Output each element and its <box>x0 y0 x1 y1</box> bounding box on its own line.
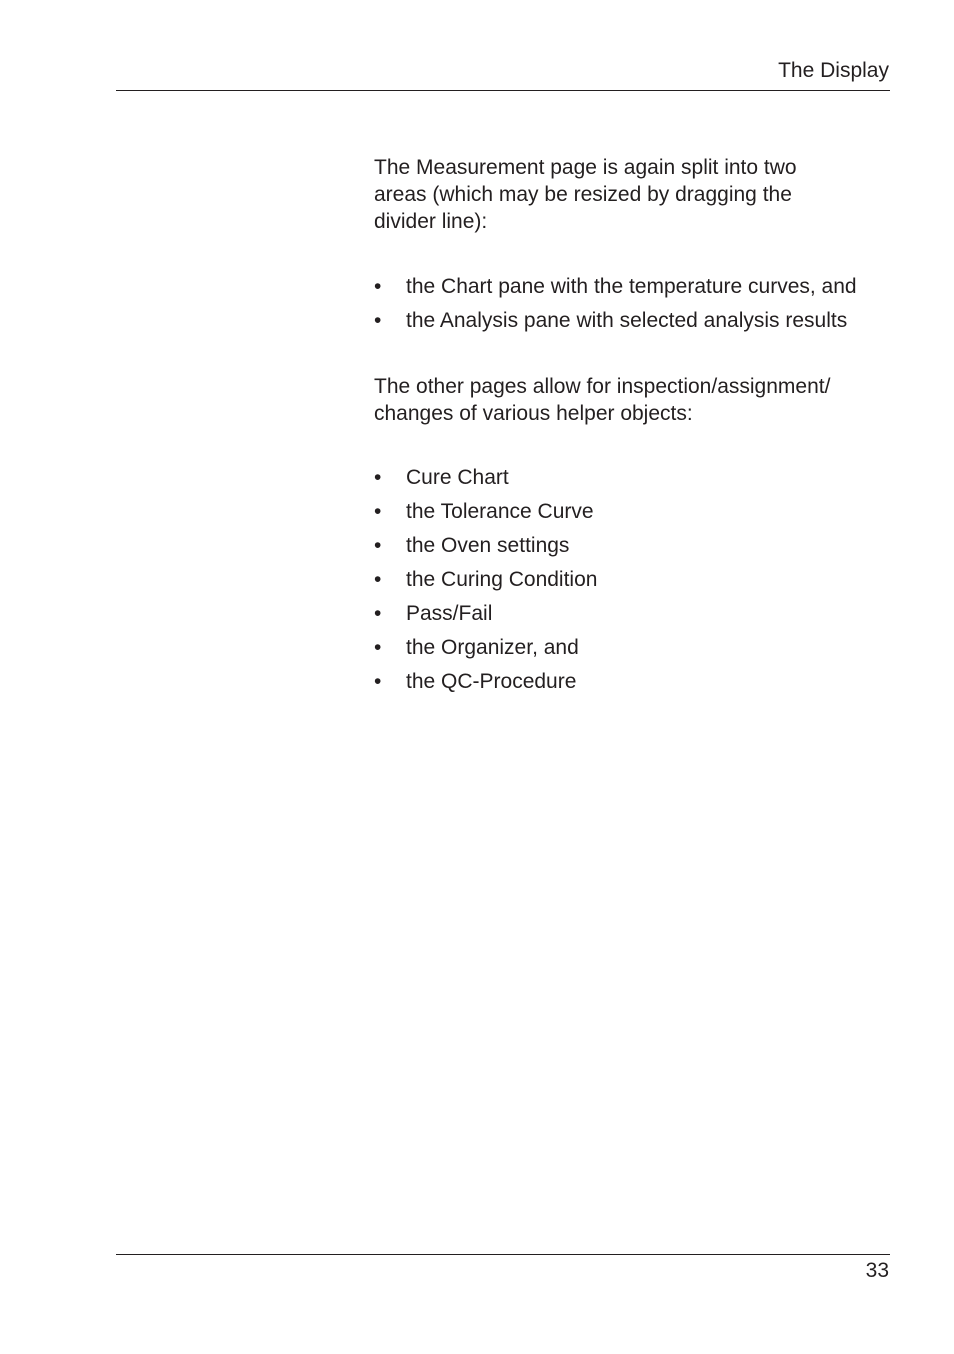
list-item-text: the Tolerance Curve <box>406 500 594 523</box>
list-item <box>374 668 894 695</box>
bullet-marker: • <box>374 466 382 489</box>
panes-list <box>374 273 894 334</box>
bullet-marker: • <box>374 500 382 523</box>
bullet-marker: • <box>374 602 382 625</box>
bullet-marker: • <box>374 636 382 659</box>
header-divider <box>116 90 890 91</box>
list-item <box>374 634 894 661</box>
intro-paragraph: The Measurement page is again split into two areas (which may be resized by dragging the divider line): <box>374 156 797 233</box>
list-item-text: the Curing Condition <box>406 568 598 591</box>
helper-objects-list <box>374 464 894 695</box>
main-content <box>374 154 894 702</box>
list-item-text: the Organizer, and <box>406 636 579 659</box>
list-item-text: the Chart pane with the temperature curves, and <box>406 275 857 298</box>
list-item <box>374 307 894 334</box>
list-item-text: the QC-Procedure <box>406 670 577 693</box>
bullet-marker: • <box>374 670 382 693</box>
list-item <box>374 532 894 559</box>
list-item <box>374 566 894 593</box>
bullet-marker: • <box>374 534 382 557</box>
helper-objects-paragraph: The other pages allow for inspection/assignment/ changes of various helper objects: <box>374 375 831 425</box>
list-item-text: the Oven settings <box>406 534 570 557</box>
bullet-marker: • <box>374 275 382 298</box>
running-header-title: The Display <box>778 59 889 82</box>
page-number: 33 <box>865 1259 889 1282</box>
footer-divider <box>116 1254 890 1255</box>
list-item <box>374 498 894 525</box>
list-item <box>374 464 894 491</box>
list-item-text: Cure Chart <box>406 466 509 489</box>
bullet-marker: • <box>374 309 382 332</box>
list-item <box>374 273 894 300</box>
list-item-text: the Analysis pane with selected analysis results <box>406 309 848 332</box>
bullet-marker: • <box>374 568 382 591</box>
list-item-text: Pass/Fail <box>406 602 493 625</box>
list-item <box>374 600 894 627</box>
